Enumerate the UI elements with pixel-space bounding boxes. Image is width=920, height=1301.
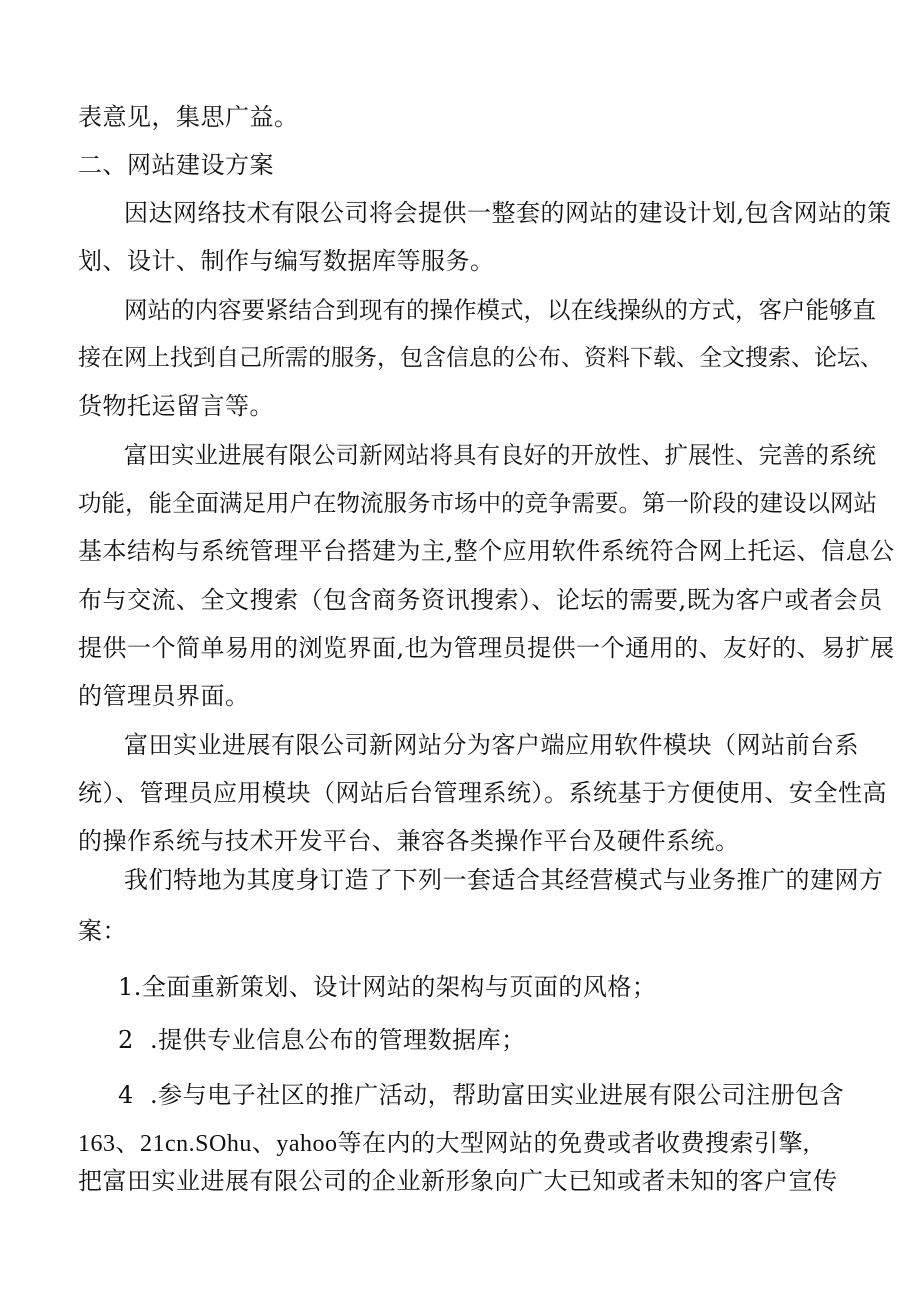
text-line: 功能，能全面满足用户在物流服务市场中的竞争需要。第一阶段的建设以网站: [78, 489, 877, 517]
text-line: 货物托运留言等。: [78, 392, 274, 420]
list-item: 4 .参与电子社区的推广活动，帮助富田实业进展有限公司注册包含: [118, 1081, 845, 1109]
text-line: 因达网络技术有限公司将会提供一整套的网站的建设计划,包含网站的策: [124, 199, 892, 227]
text-line: 划、设计、制作与编写数据库等服务。: [78, 247, 495, 275]
text-line: 提供一个简单易用的浏览界面,也为管理员提供一个通用的、友好的、易扩展: [78, 634, 895, 662]
text-line: 表意见，集思广益。: [78, 103, 299, 131]
text-line: 163、21cn.SOhu、yahoo等在内的大型网站的免费或者收费搜索引擎,: [78, 1131, 810, 1157]
list-item: 2 .提供专业信息公布的管理数据库；: [118, 1026, 526, 1054]
text-line: 统）、管理员应用模块（网站后台管理系统）。系统基于方便使用、安全性高: [78, 779, 887, 807]
text-line: 案：: [78, 917, 127, 945]
text-line: 我们特地为其度身订造了下列一套适合其经营模式与业务推广的建网方: [124, 866, 884, 894]
text-line: 把富田实业进展有限公司的企业新形象向广大已知或者未知的客户宣传: [78, 1167, 838, 1195]
text-line: 的操作系统与技术开发平台、兼容各类操作平台及硬件系统。: [78, 827, 740, 855]
text-line: 富田实业进展有限公司新网站分为客户端应用软件模块（网站前台系: [124, 731, 859, 759]
text-line: 网站的内容要紧结合到现有的操作模式，以在线操纵的方式，客户能够直: [124, 296, 876, 324]
text-line: 基本结构与系统管理平台搭建为主,整个应用软件系统符合网上托运、信息公: [78, 537, 895, 565]
section-heading: 二、网站建设方案: [78, 151, 274, 179]
text-line: 富田实业进展有限公司新网站将具有良好的开放性、扩展性、完善的系统: [124, 441, 876, 469]
text-line: 的管理员界面。: [78, 682, 250, 710]
text-line: 接在网上找到自己所需的服务，包含信息的公布、资料下载、全文搜索、论坛、: [78, 345, 883, 371]
text-line: 布与交流、全文搜索（包含商务资讯搜索）、论坛的需要,既为客户或者会员: [78, 586, 883, 614]
list-item: 1.全面重新策划、设计网站的架构与页面的风格；: [118, 973, 657, 1001]
